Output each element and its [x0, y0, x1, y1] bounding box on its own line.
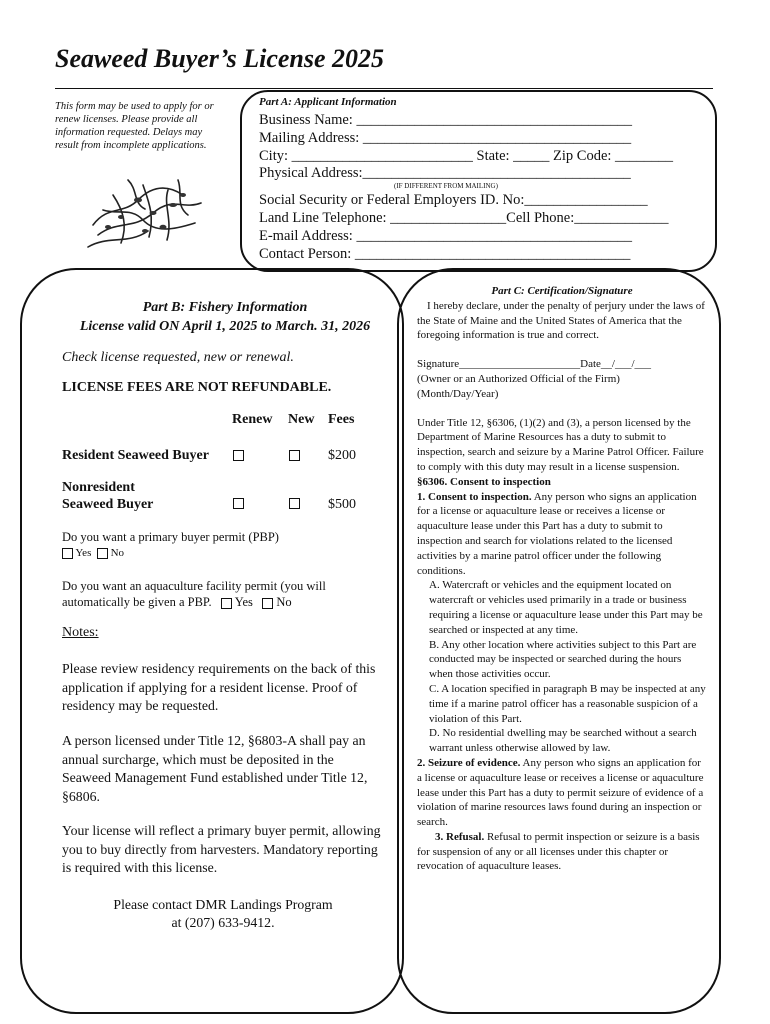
pbp-question: Do you want a primary buyer permit (PBP) — [62, 530, 279, 544]
resident-renew-checkbox[interactable] — [233, 450, 244, 461]
aquaculture-question-line2: automatically be given a PBP. — [62, 595, 212, 609]
seizure-text: Any person who signs an application for a license or aquaculture lease or receives a license or aquaculture lease under this Part has a duty to permit seizure of evidence of a violation of marine resources laws found during an inspection or search. — [417, 756, 704, 829]
mailing-address-field[interactable]: Mailing Address: _____________________________________ — [259, 130, 632, 146]
nonresident-new-checkbox[interactable] — [289, 498, 300, 509]
seizure-heading: 2. Seizure of evidence. — [417, 756, 521, 769]
contact-line2: at (207) 633-9412. — [171, 915, 275, 930]
pbp-yes-checkbox[interactable] — [62, 548, 73, 559]
aquaculture-no-checkbox[interactable] — [262, 598, 273, 609]
page-title: Seaweed Buyer’s License 2025 — [55, 44, 385, 73]
note-primary-buyer: Your license will reflect a primary buyer permit, allowing you to buy directly from harvesters. Mandatory reporting is required with this license. — [62, 823, 381, 875]
fees-not-refundable: LICENSE FEES ARE NOT REFUNDABLE. — [62, 380, 332, 395]
contact-person-field[interactable]: Contact Person: ______________________________________ — [259, 246, 631, 262]
aquaculture-yes-label: Yes — [234, 595, 253, 609]
condition-d: D. No residential dwelling may be searched without a search warrant unless otherwise allowed by law. — [429, 727, 697, 755]
resident-new-checkbox[interactable] — [289, 450, 300, 461]
seizure-paragraph — [417, 756, 707, 830]
consent-text: Any person who signs an application for a license or aquaculture lease or receives a license or aquaculture lease under this Part has a duty to submit to inspection and search for violations related to the licensed activities by a marine patrol officer under the following conditions. — [417, 490, 697, 577]
nonresident-renew-checkbox[interactable] — [233, 498, 244, 509]
aquaculture-question-line1: Do you want an aquaculture facility permit (you will — [62, 579, 326, 593]
email-field[interactable]: E-mail Address: ______________________________________ — [259, 228, 632, 244]
intro-text: This form may be used to apply for or renew licenses. Please provide all information requested. Delays may result from incomplete applications. — [55, 101, 214, 151]
condition-a: A. Watercraft or vehicles and the equipment located on watercraft or vehicles used primarily in a trade or business requiring a license or aquaculture lease under this Part may be searched or inspected at any time. — [429, 579, 703, 636]
part-c-heading: Part C: Certification/Signature — [491, 285, 633, 297]
consent-heading: 1. Consent to inspection. — [417, 490, 532, 503]
aquaculture-yes-checkbox[interactable] — [221, 598, 232, 609]
resident-fee: $200 — [328, 448, 356, 463]
pbp-yes-label: Yes — [75, 547, 92, 559]
contact-line1: Please contact DMR Landings Program — [113, 897, 333, 912]
ssn-field[interactable]: Social Security or Federal Employers ID. No:_________________ — [259, 192, 648, 208]
nonresident-label-line1: Nonresident — [62, 480, 135, 495]
signature-note: (Owner or an Authorized Official of the Firm) — [417, 372, 620, 385]
part-a-heading: Part A: Applicant Information — [259, 96, 397, 108]
pbp-options — [62, 547, 124, 559]
condition-c: C. A location specified in paragraph B may be inspected at any time if a marine patrol officer has a reasonable suspicion of a violation of this Part. — [429, 682, 706, 725]
date-format-note: (Month/Day/Year) — [417, 387, 499, 400]
notes-label: Notes: — [62, 625, 99, 640]
seaweed-illustration — [83, 165, 213, 257]
resident-license-label: Resident Seaweed Buyer — [62, 448, 209, 463]
consent-paragraph — [417, 490, 707, 579]
physical-address-field[interactable]: Physical Address:_____________________________________ — [259, 165, 631, 181]
aquaculture-question — [62, 595, 292, 610]
city-state-zip-field[interactable]: City: _________________________ State: _____ Zip Code: ________ — [259, 148, 674, 164]
declaration-text: I hereby declare, under the penalty of perjury under the laws of the State of Maine and the United States of America that the foregoing information is true and correct. — [417, 299, 705, 342]
pbp-no-checkbox[interactable] — [97, 548, 108, 559]
refusal-paragraph — [417, 830, 707, 874]
refusal-text: Refusal to permit inspection or seizure is a basis for suspension of any or all licenses under this chapter or revocation of aquaculture leases. — [417, 830, 700, 873]
nonresident-label-line2: Seaweed Buyer — [62, 497, 154, 512]
title12-statement: Under Title 12, §6306, (1)(2) and (3), a person licensed by the Department of Marine Resources has a duty to submit to inspection, search and seizure by a Marine Patrol Officer. Failure to comply with this duty may result in a license suspension. — [417, 416, 704, 473]
section-6306-heading: §6306. Consent to inspection — [417, 475, 551, 488]
part-b-heading: Part B: Fishery Information — [142, 300, 308, 315]
business-name-field[interactable]: Business Name: ______________________________________ — [259, 112, 632, 128]
aquaculture-no-label: No — [276, 595, 292, 609]
col-renew: Renew — [232, 412, 273, 427]
nonresident-fee: $500 — [328, 497, 356, 512]
refusal-heading: 3. Refusal. — [435, 830, 485, 843]
note-residency: Please review residency requirements on the back of this application if applying for a resident license. Proof of residency may be requested. — [62, 661, 376, 713]
note-surcharge: A person licensed under Title 12, §6803-A shall pay an annual surcharge, which must be deposited in the Seaweed Management Fund established under Title 12, §6806. — [62, 733, 368, 804]
condition-b: B. Any other location where activities subject to this Part are conducted may be inspected or searched during the hours when those activities occur. — [429, 638, 697, 681]
pbp-no-label: No — [110, 547, 125, 559]
physical-address-note: (IF DIFFERENT FROM MAILING) — [394, 182, 498, 190]
title-divider — [55, 88, 713, 89]
phone-field[interactable]: Land Line Telephone: ________________Cell Phone:_____________ — [259, 210, 669, 226]
signature-date-field[interactable]: Signature______________________Date__/___/___ — [417, 358, 652, 371]
check-instructions: Check license requested, new or renewal. — [62, 350, 294, 365]
col-fees: Fees — [328, 412, 355, 427]
license-valid-period: License valid ON April 1, 2025 to March. 31, 2026 — [79, 319, 371, 334]
col-new: New — [288, 412, 315, 427]
